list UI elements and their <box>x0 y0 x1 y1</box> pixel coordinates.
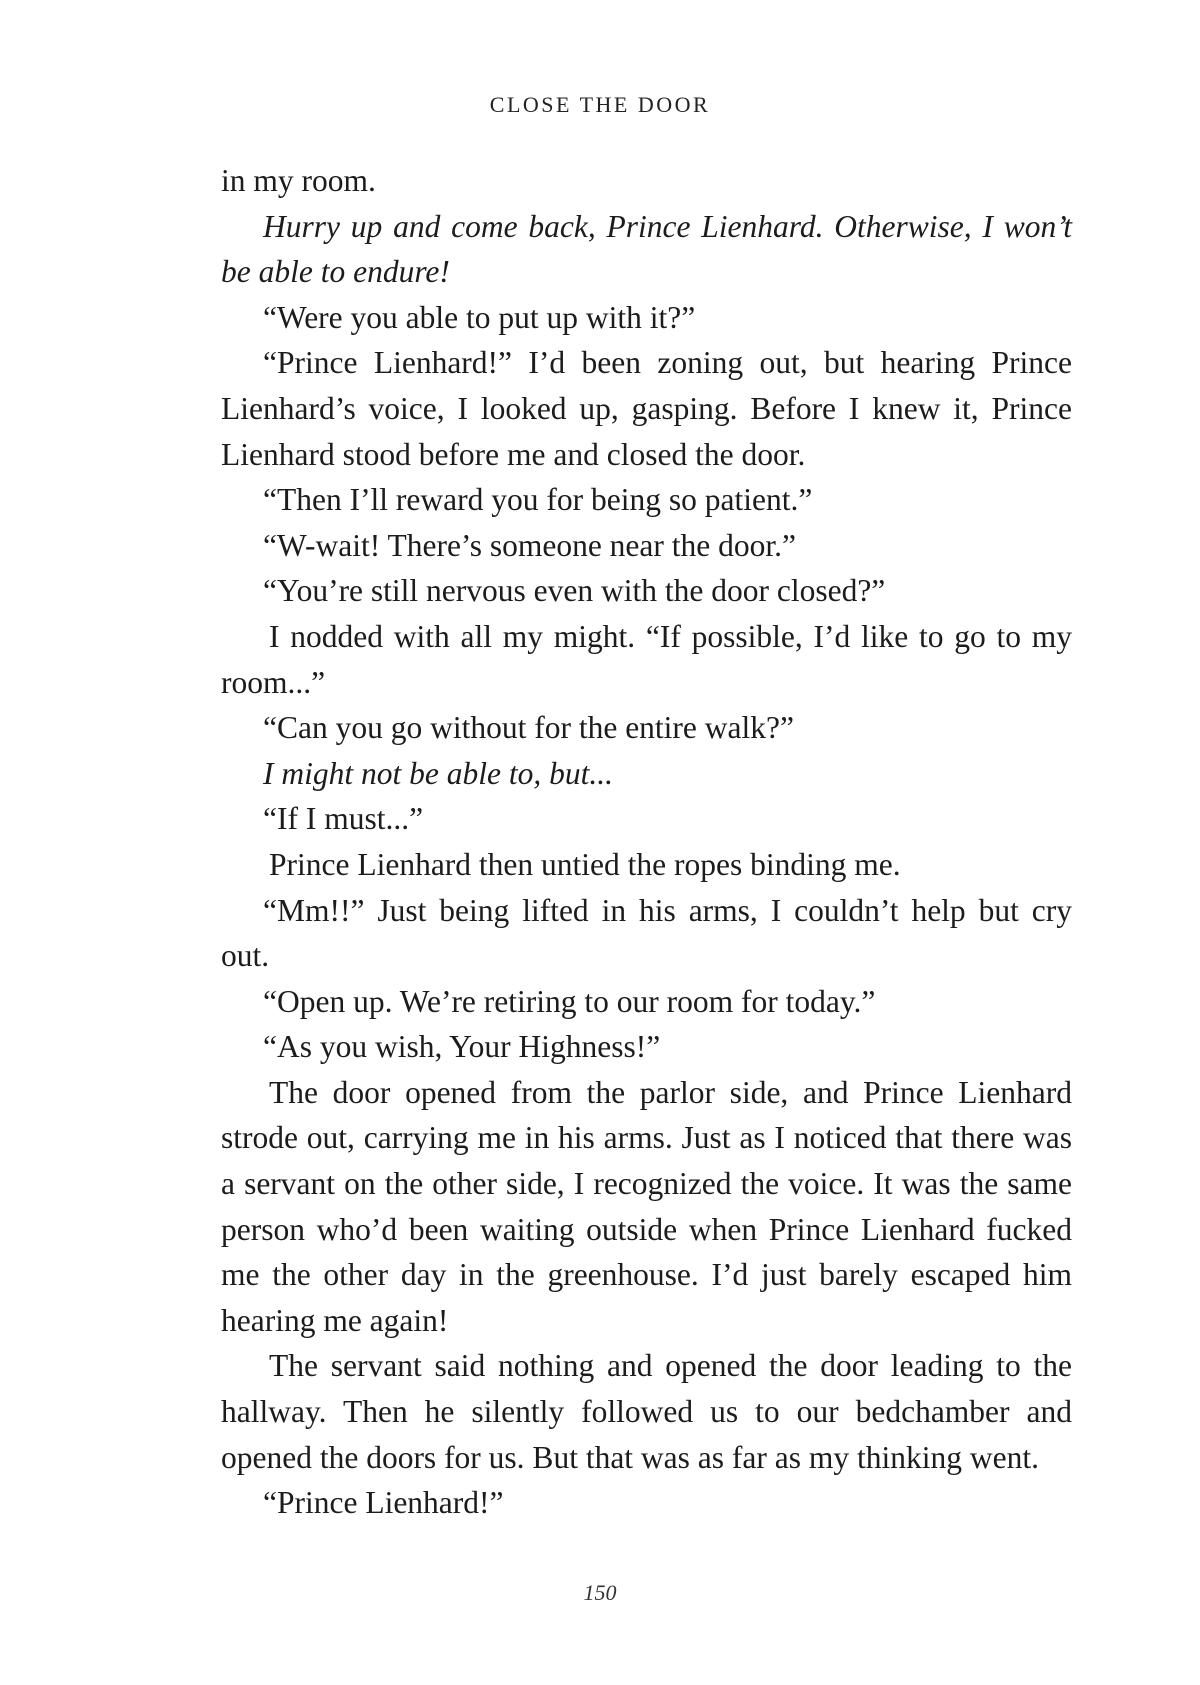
paragraph: “Open up. We’re retiring to our room for today.” <box>263 983 876 1019</box>
paragraph: “Mm!!” Just being lifted in his arms, I couldn’t help but cry out. <box>221 892 1072 974</box>
paragraph: “As you wish, Your Highness!” <box>263 1029 661 1065</box>
paragraph: “Were you able to put up with it?” <box>263 299 696 335</box>
paragraph: The door opened from the parlor side, and Prince Lienhard strode out, carrying me in his arms. Just as I noticed that there was a servant on the other side, I recognized the voice. It was the same person who’d been waiting outside when Prince Lienhard fucked me the other day in the greenhouse. I’d just barely escaped him hearing me again! <box>221 1074 1072 1338</box>
paragraph: “W-wait! There’s someone near the door.” <box>263 527 796 563</box>
paragraph: The servant said nothing and opened the door leading to the hallway. Then he silently followed us to our bedchamber and opened the doors for us. But that was as far as my thinking went. <box>221 1348 1072 1475</box>
paragraph: “Then I’ll reward you for being so patient.” <box>263 482 813 518</box>
paragraph-inner-thought: Hurry up and come back, Prince Lienhard. Otherwise, I won’t be able to endure! <box>221 208 1072 290</box>
paragraph: “You’re still nervous even with the door closed?” <box>263 573 886 609</box>
paragraph-continuation: in my room. <box>221 163 376 198</box>
paragraph: I nodded with all my might. “If possible, I’d like to go to my room...” <box>221 618 1072 700</box>
body-text <box>221 158 1072 1526</box>
paragraph: “Prince Lienhard!” I’d been zoning out, but hearing Prince Lienhard’s voice, I looked up, gasping. Before I knew it, Prince Lienhard stood before me and closed the door. <box>221 345 1072 472</box>
paragraph-inner-thought: I might not be able to, but... <box>263 755 613 791</box>
page-number: 150 <box>583 1580 617 1605</box>
running-header-title: CLOSE THE DOOR <box>489 92 711 117</box>
paragraph: “If I must...” <box>263 801 424 837</box>
paragraph: Prince Lienhard then untied the ropes binding me. <box>269 846 901 882</box>
paragraph: “Prince Lienhard!” <box>263 1485 504 1521</box>
paragraph: “Can you go without for the entire walk?” <box>263 710 794 746</box>
